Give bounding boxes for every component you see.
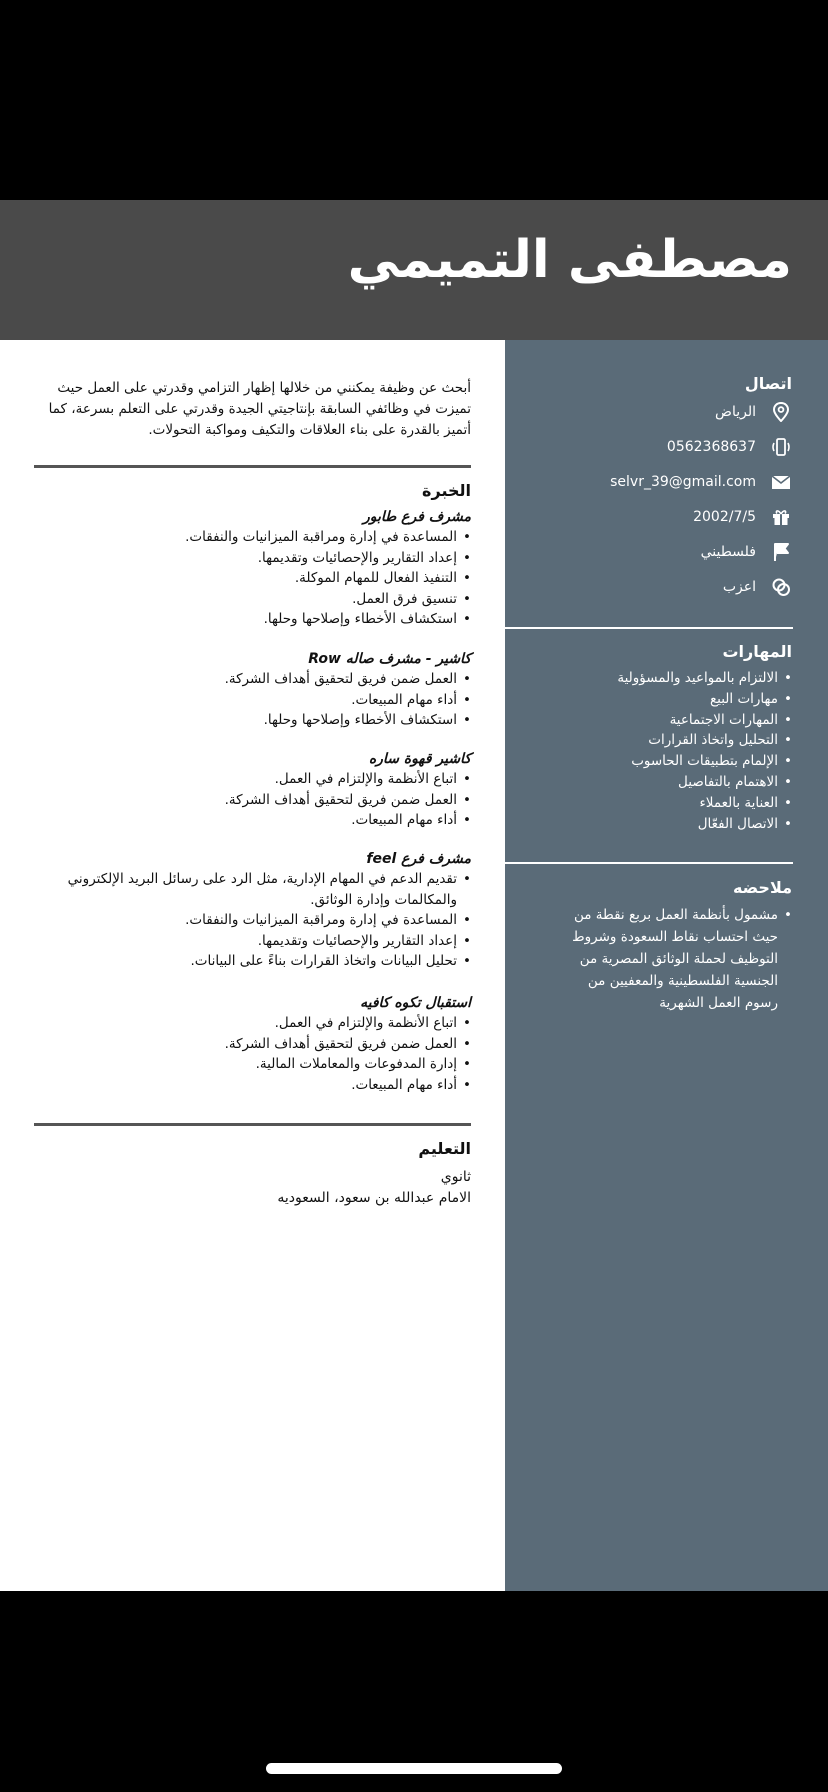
- job-entry: [31, 507, 471, 630]
- job-title: استقبال تكوه كافيه: [360, 995, 471, 1011]
- contact-email[interactable]: selvr_39@gmail.com: [610, 474, 756, 490]
- notes-list: [552, 904, 792, 1014]
- resume-main: [0, 340, 505, 1591]
- job-entry: [31, 649, 471, 731]
- skill-item: • الاهتمام بالتفاصيل: [542, 772, 792, 793]
- bottom-black-bar: [0, 1591, 828, 1792]
- skill-item: • الالتزام بالمواعيد والمسؤولية: [542, 668, 792, 689]
- note-item: • مشمول بأنظمة العمل بربع نقطة من حيث احتساب نقاط السعودة وشروط التوظيف لحملة الوثائق المصرية من الجنسية الفلسطينية والمعفيين من رسوم العمل الشهرية: [552, 904, 792, 1014]
- contact-nationality-row: [532, 538, 792, 566]
- education-title: التعليم: [418, 1139, 471, 1158]
- skills-list: [542, 668, 792, 834]
- phone-icon: [770, 436, 792, 458]
- contact-birthdate: 2002/7/5: [693, 509, 756, 525]
- job-duty: • أداء مهام المبيعات.: [31, 1075, 471, 1096]
- job-duty: • المساعدة في إدارة ومراقبة الميزانيات والنفقات.: [31, 910, 471, 931]
- resume-header: [0, 200, 828, 340]
- contact-marital-status: اعزب: [722, 579, 756, 595]
- contact-city: الرياض: [715, 404, 756, 420]
- contact-nationality: فلسطيني: [700, 544, 756, 560]
- job-entry: [31, 749, 471, 831]
- job-duty: • تنسيق فرق العمل.: [31, 589, 471, 610]
- job-entry: [31, 849, 471, 972]
- job-duty: • العمل ضمن فريق لتحقيق أهداف الشركة.: [31, 669, 471, 690]
- contact-birthdate-row: [532, 503, 792, 531]
- job-title: مشرف فرع طابور: [362, 509, 471, 525]
- job-duty: • اتباع الأنظمة والإلتزام في العمل.: [31, 769, 471, 790]
- job-duty: • التنفيذ الفعال للمهام الموكلة.: [31, 568, 471, 589]
- job-duty: • تحليل البيانات واتخاذ القرارات بناءً على البيانات.: [31, 951, 471, 972]
- skill-item: • الاتصال الفعّال: [542, 814, 792, 835]
- job-title: مشرف فرع feel: [366, 851, 471, 867]
- job-duty: • المساعدة في إدارة ومراقبة الميزانيات والنفقات.: [31, 527, 471, 548]
- home-indicator[interactable]: [266, 1763, 562, 1774]
- skill-item: • العناية بالعملاء: [542, 793, 792, 814]
- gift-icon: [770, 506, 792, 528]
- education-school: الامام عبدالله بن سعود، السعوديه: [277, 1190, 471, 1206]
- contact-phone[interactable]: 0562368637: [666, 439, 756, 455]
- resume-page: [0, 200, 828, 1591]
- contact-title: اتصال: [744, 374, 792, 393]
- job-duties: [31, 769, 471, 831]
- contact-marital-row: [532, 573, 792, 601]
- job-duty: • استكشاف الأخطاء وإصلاحها وحلها.: [31, 710, 471, 731]
- resume-sidebar: [505, 340, 828, 1591]
- flag-icon: [770, 541, 792, 563]
- skill-item: • مهارات البيع: [542, 689, 792, 710]
- experience-title: الخبرة: [422, 481, 471, 500]
- job-duty: • اتباع الأنظمة والإلتزام في العمل.: [31, 1013, 471, 1034]
- job-duties: [31, 1013, 471, 1095]
- sidebar-divider: [505, 627, 793, 629]
- job-duty: • إعداد التقارير والإحصائيات وتقديمها.: [31, 931, 471, 952]
- job-duty: • أداء مهام المبيعات.: [31, 810, 471, 831]
- section-divider: [34, 465, 471, 468]
- job-duty: • تقديم الدعم في المهام الإدارية، مثل الرد على رسائل البريد الإلكتروني والمكالمات وإدارة الوثائق.: [31, 869, 471, 910]
- contact-city-row: [532, 398, 792, 426]
- skills-title: المهارات: [722, 642, 792, 661]
- job-duties: [31, 527, 471, 630]
- education-level: ثانوي: [440, 1169, 471, 1185]
- notes-title: ملاحضه: [732, 878, 792, 897]
- contact-email-row[interactable]: [532, 468, 792, 496]
- job-duty: • استكشاف الأخطاء وإصلاحها وحلها.: [31, 609, 471, 630]
- top-black-bar: [0, 0, 828, 200]
- job-duties: [31, 669, 471, 731]
- rings-icon: [770, 576, 792, 598]
- skill-item: • التحليل واتخاذ القرارات: [542, 730, 792, 751]
- job-duty: • إعداد التقارير والإحصائيات وتقديمها.: [31, 548, 471, 569]
- job-duties: [31, 869, 471, 972]
- job-duty: • العمل ضمن فريق لتحقيق أهداف الشركة.: [31, 1034, 471, 1055]
- job-duty: • العمل ضمن فريق لتحقيق أهداف الشركة.: [31, 790, 471, 811]
- job-title: كاشير - مشرف صاله Row: [308, 651, 471, 667]
- location-pin-icon: [770, 401, 792, 423]
- skill-item: • الإلمام بتطبيقات الحاسوب: [542, 751, 792, 772]
- contact-phone-row[interactable]: [532, 433, 792, 461]
- section-divider: [34, 1123, 471, 1126]
- job-duty: • إدارة المدفوعات والمعاملات المالية.: [31, 1054, 471, 1075]
- summary-text: أبحث عن وظيفة يمكنني من خلالها إظهار التزامي وقدرتي على العمل حيث تميزت في وظائفي السابقة بإنتاجيتي الجيدة وقدرتي على التعلم بسرعة، كما أتميز بالقدرة على بناء العلاقات والتكيف ومواكبة التحولات.: [48, 380, 471, 438]
- job-entry: [31, 993, 471, 1095]
- envelope-icon: [770, 471, 792, 493]
- person-name: مصطفى التميمي: [347, 230, 792, 290]
- sidebar-divider: [505, 862, 793, 864]
- skill-item: • المهارات الاجتماعية: [542, 710, 792, 731]
- job-duty: • أداء مهام المبيعات.: [31, 690, 471, 711]
- job-title: كاشير قهوة ساره: [368, 751, 471, 767]
